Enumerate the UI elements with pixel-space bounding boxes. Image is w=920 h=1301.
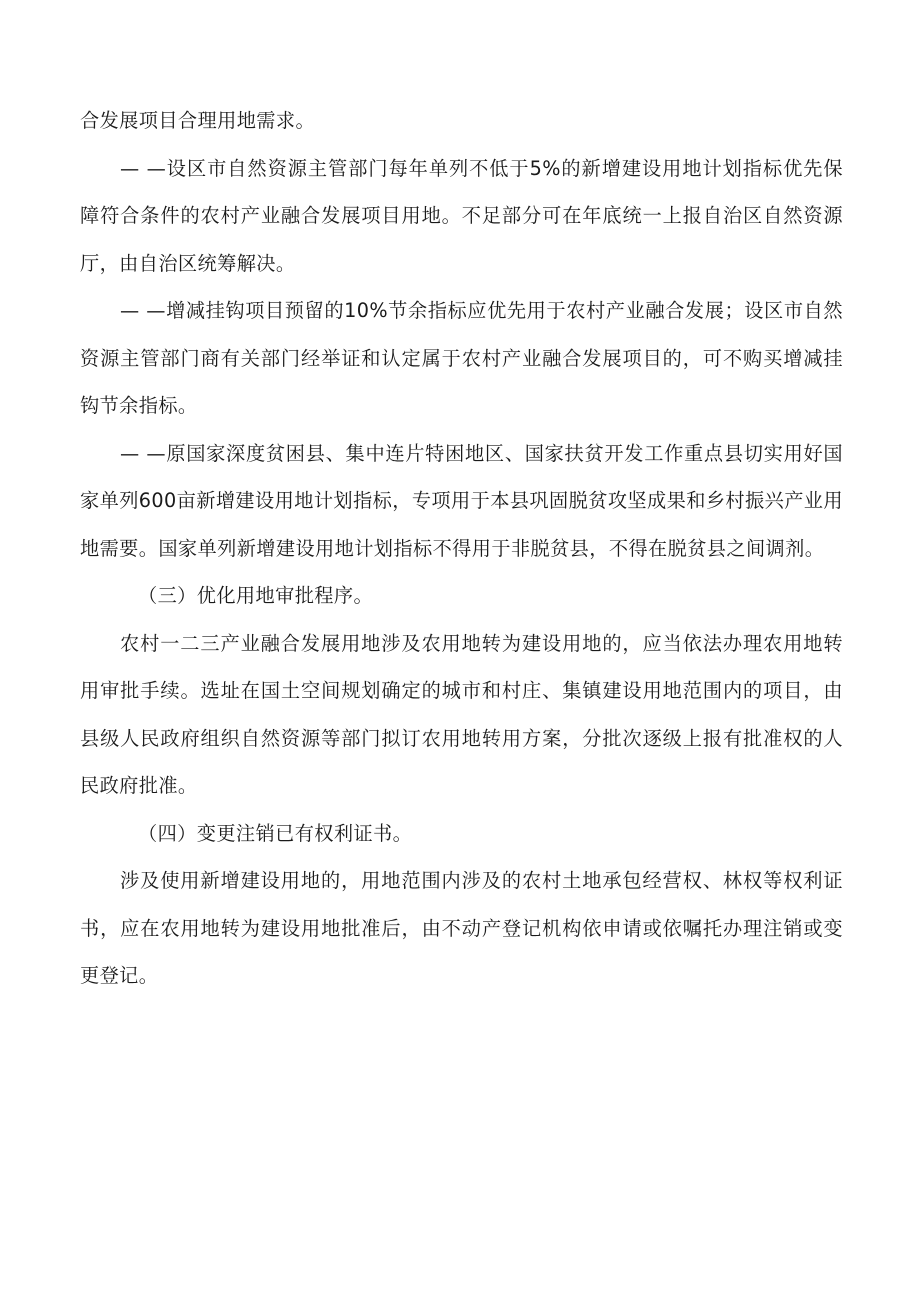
- paragraph-certificate-cancellation: 涉及使用新增建设用地的，用地范围内涉及的农村土地承包经营权、林权等权利证书，应在农用地转为建设用地批准后，由不动产登记机构依申请或依嘱托办理注销或变更登记。: [80, 869, 843, 987]
- paragraph-continuation: 合发展项目合理用地需求。: [80, 109, 316, 132]
- section-heading-3: （三）优化用地审批程序。: [138, 584, 374, 607]
- section-heading-4: （四）变更注销已有权利证书。: [138, 821, 413, 845]
- paragraph-approval-procedure: 农村一二三产业融合发展用地涉及农用地转为建设用地的，应当依法办理农用地转用审批手续。选址在国土空间规划确定的城市和村庄、集镇建设用地范围内的项目，由县级人民政府组织自然资源等部门拟订农用地转用方案，分批次逐级上报有批准权的人民政府批准。: [80, 631, 843, 797]
- paragraph-poverty-county-quota: — —原国家深度贫困县、集中连片特困地区、国家扶贫开发工作重点县切实用好国家单列600亩新增建设用地计划指标，专项用于本县巩固脱贫攻坚成果和乡村振兴产业用地需要。国家单列新增建设用地计划指标不得用于非脱贫县，不得在脱贫县之间调剂。: [80, 441, 843, 560]
- document-page: [80, 97, 843, 1000]
- paragraph-linkage-quota: — —增减挂钩项目预留的10%节余指标应优先用于农村产业融合发展；设区市自然资源主管部门商有关部门经举证和认定属于农村产业融合发展项目的，可不购买增减挂钩节余指标。: [80, 299, 843, 417]
- paragraph-city-quota: — —设区市自然资源主管部门每年单列不低于5%的新增建设用地计划指标优先保障符合条件的农村产业融合发展项目用地。不足部分可在年底统一上报自治区自然资源厅，由自治区统筹解决。: [80, 156, 843, 275]
